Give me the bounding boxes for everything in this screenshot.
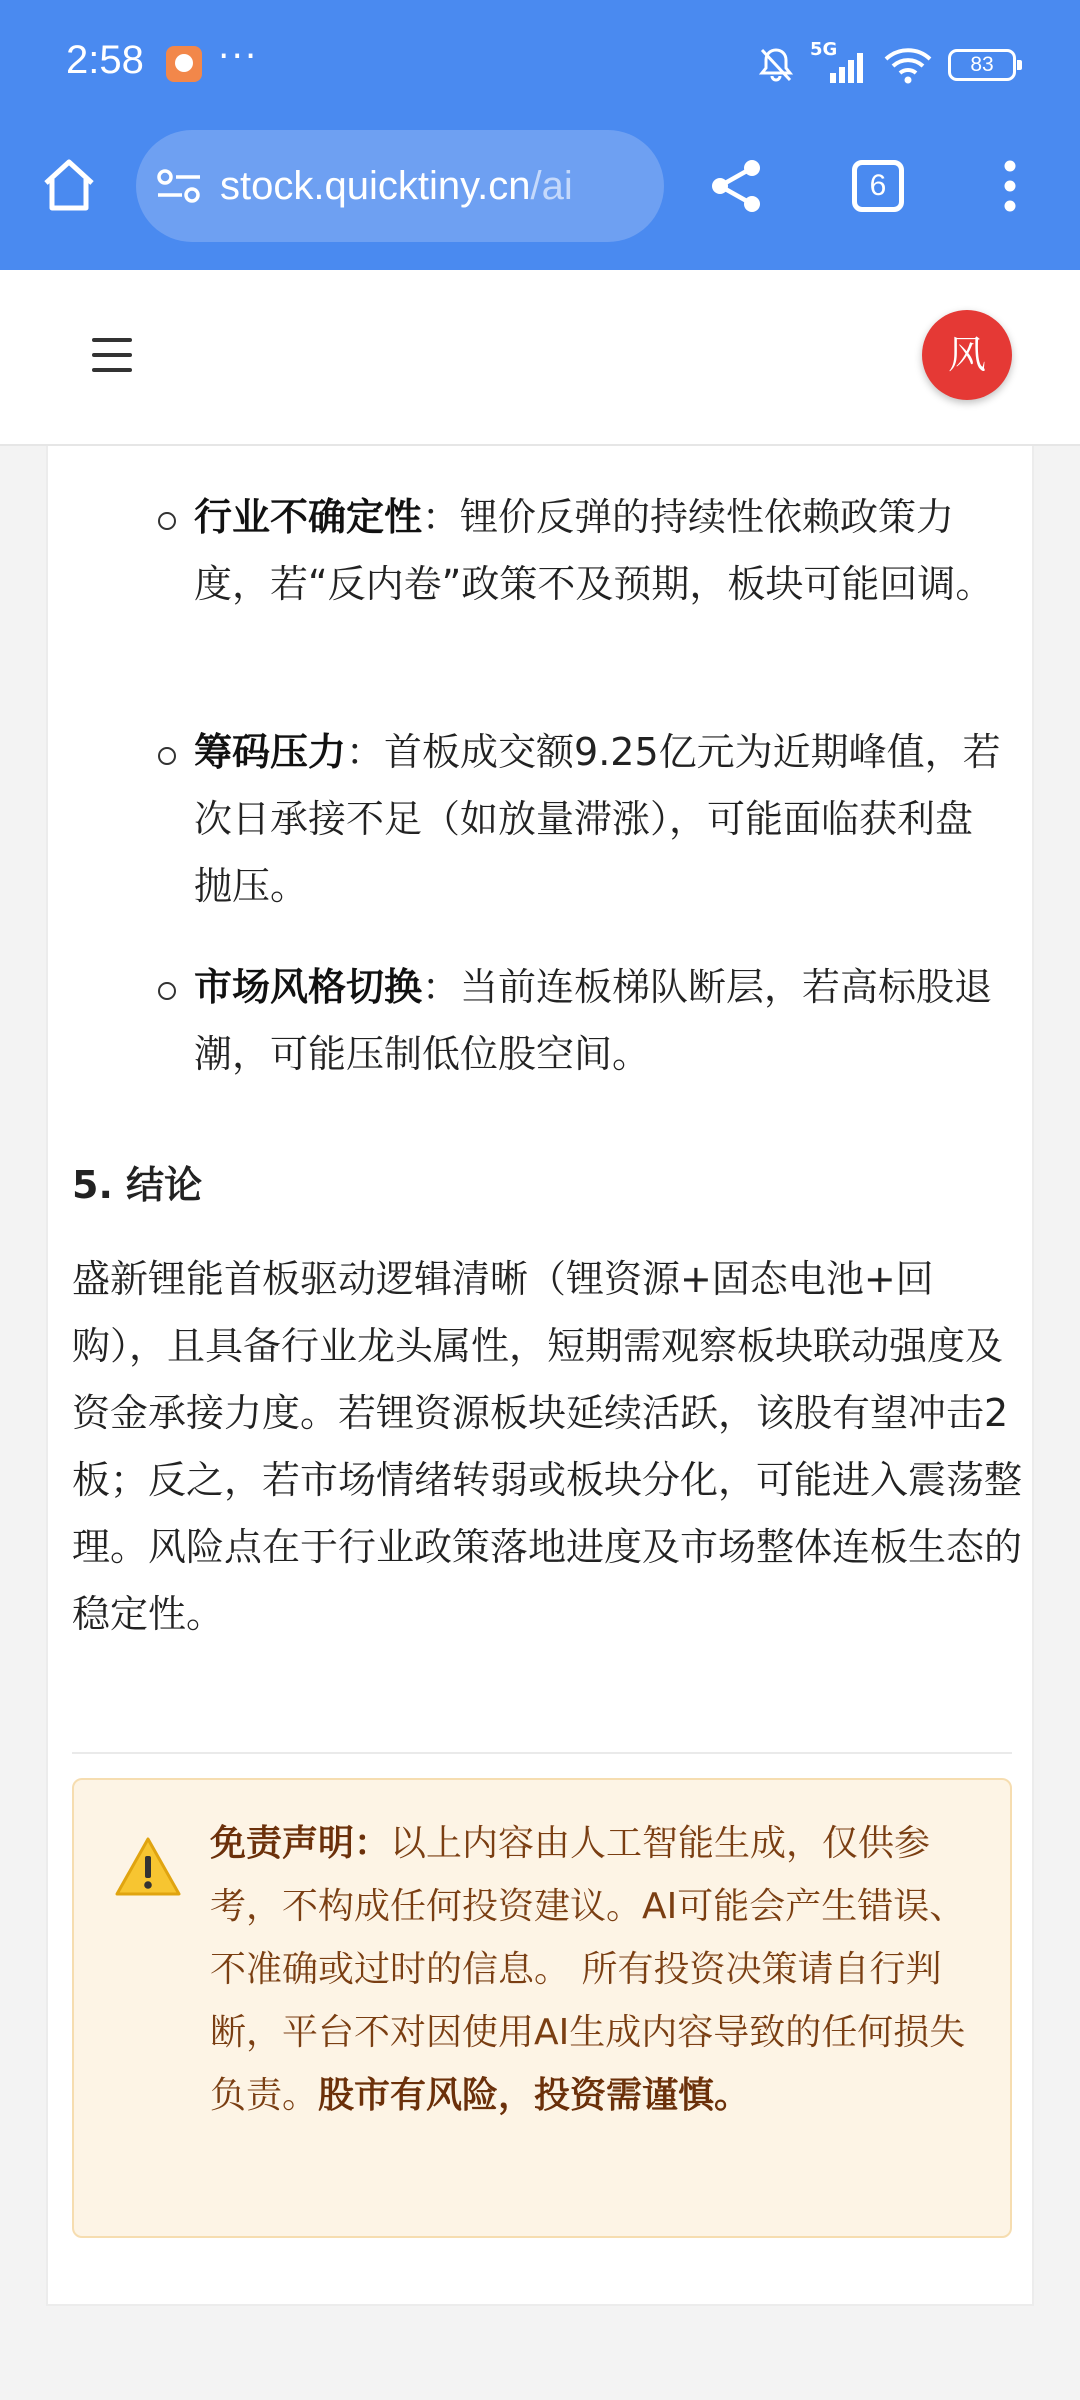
url-host: stock.quicktiny.cn xyxy=(220,163,531,208)
risk-title: 筹码压力 xyxy=(194,730,347,774)
article-card xyxy=(46,446,1034,2306)
home-icon xyxy=(40,157,98,213)
home-button[interactable] xyxy=(36,152,102,218)
warning-icon xyxy=(114,1836,182,1898)
battery-icon: 83 xyxy=(948,49,1016,81)
disclaimer-label: 免责声明： xyxy=(210,1823,391,1864)
risk-title: 行业不确定性 xyxy=(194,495,423,539)
status-icons xyxy=(756,40,1016,90)
url-text xyxy=(220,164,573,209)
status-time: 2:58 xyxy=(66,38,144,82)
signal-icon: 5G xyxy=(810,45,868,85)
list-item xyxy=(194,484,1004,618)
app-notification-icon xyxy=(166,46,202,82)
separator: ： xyxy=(422,965,461,1009)
menu-icon[interactable] xyxy=(92,338,132,372)
url-path: /ai xyxy=(530,163,573,208)
overflow-menu-button[interactable] xyxy=(990,156,1030,216)
disclaimer-text xyxy=(210,1812,980,2127)
browser-chrome xyxy=(0,0,1080,270)
divider xyxy=(72,1752,1012,1754)
tab-switcher-button[interactable]: 6 xyxy=(852,160,904,212)
disclaimer-body: 以上内容由人工智能生成，仅供参考，不构成任何投资建议。AI可能会产生错误、不准确或过时的信息。 所有投资决策请自行判断，平台不对因使用AI生成内容导致的任何损失负责。 xyxy=(210,1823,966,2116)
list-item xyxy=(194,954,1004,1088)
url-bar[interactable] xyxy=(136,130,664,242)
disclaimer-emphasis: 股市有风险，投资需谨慎。 xyxy=(318,2075,751,2116)
user-avatar[interactable]: 风 xyxy=(922,310,1012,400)
share-icon xyxy=(706,156,766,216)
site-header xyxy=(0,270,1080,446)
disclaimer-box xyxy=(72,1778,1012,2238)
separator: ： xyxy=(422,495,461,539)
address-toolbar xyxy=(0,130,1080,250)
wifi-icon xyxy=(882,45,934,85)
bell-muted-icon xyxy=(756,45,796,85)
risk-text: 锂价反弹的持续性依赖政策力度，若“反内卷”政策不及预期，板块可能回调。 xyxy=(194,495,994,606)
risk-text: 首板成交额9.25亿元为近期峰值，若次日承接不足（如放量滞涨），可能面临获利盘抛压。 xyxy=(194,730,1001,908)
separator: ： xyxy=(346,730,385,774)
more-vert-icon xyxy=(990,156,1030,216)
share-button[interactable] xyxy=(706,156,766,216)
risk-title: 市场风格切换 xyxy=(194,965,423,1009)
conclusion-paragraph: 盛新锂能首板驱动逻辑清晰（锂资源+固态电池+回购），且具备行业龙头属性，短期需观察板块联动强度及资金承接力度。若锂资源板块延续活跃，该股有望冲击2板；反之，若市场情绪转弱或板块分化，可能进入震荡整理。风险点在于行业政策落地进度及市场整体连板生态的稳定性。 xyxy=(72,1257,1023,1636)
more-notifications-icon: ··· xyxy=(218,36,259,77)
section-heading: 5. 结论 xyxy=(72,1163,203,1207)
list-item xyxy=(194,719,1004,920)
risk-text: 当前连板梯队断层，若高标股退潮，可能压制低位股空间。 xyxy=(194,965,993,1076)
site-settings-icon[interactable] xyxy=(156,166,202,206)
status-bar xyxy=(0,0,1080,130)
